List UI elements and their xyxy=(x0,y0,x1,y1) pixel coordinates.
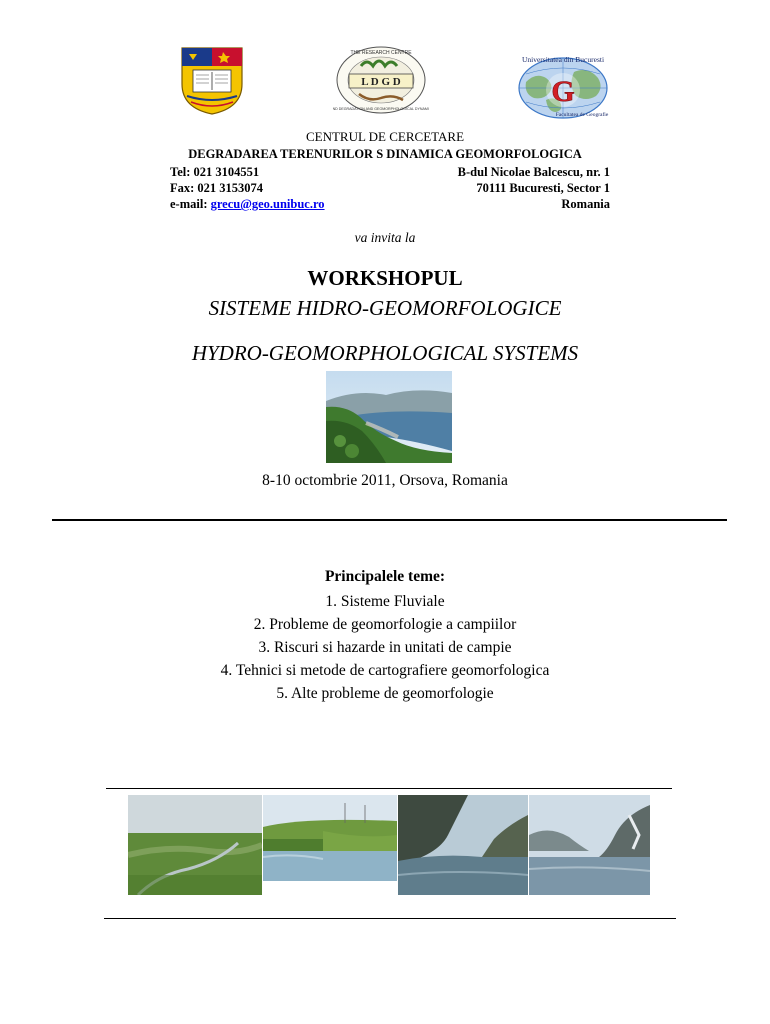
topic-item: 4. Tehnici si metode de cartografiere geomorfologica xyxy=(220,662,550,679)
address-line-1: B-dul Nicolae Balcescu, nr. 1 xyxy=(457,165,610,179)
date-place: 8-10 octombrie 2011, Orsova, Romania xyxy=(262,472,508,489)
research-center-name: DEGRADAREA TERENURILOR S DINAMICA GEOMORFOLOGICA xyxy=(188,147,582,161)
email-link[interactable]: grecu@geo.unibuc.ro xyxy=(210,197,325,211)
email-label: e-mail: xyxy=(170,197,208,211)
workshop-subtitle-en: HYDRO-GEOMORPHOLOGICAL SYSTEMS xyxy=(191,341,579,365)
topic-item: 5. Alte probleme de geomorfologie xyxy=(276,685,494,702)
invite-text: va invita la xyxy=(354,230,416,245)
phone-number: Tel: 021 3104551 xyxy=(170,165,260,179)
univ-logo-top-text: Universitatea din Bucuresti xyxy=(521,55,605,64)
ldgd-logo-text: L D G D xyxy=(361,76,401,88)
contact-row-1 xyxy=(170,164,610,180)
university-crest-logo xyxy=(179,44,245,116)
contact-row-3 xyxy=(170,196,610,212)
divider-top xyxy=(52,519,727,521)
university-geography-logo xyxy=(516,52,610,120)
ldgd-ring-top-text: THE RESEARCH CENTRE xyxy=(350,50,412,56)
workshop-subtitle-ro: SISTEME HIDRO-GEOMORFOLOGICE xyxy=(208,296,562,320)
topic-item: 2. Probleme de geomorfologie a campiilor xyxy=(253,616,517,633)
plain-river-photo xyxy=(128,795,262,895)
divider-photos-top xyxy=(106,788,672,789)
ldgd-ring-bottom-text: LAND DEGRADATION AND GEOMORPHOLOGICAL DYNAMICS xyxy=(333,107,429,111)
contact-row-2 xyxy=(170,180,610,196)
topic-item: 3. Riscuri si hazarde in unitati de campie xyxy=(258,639,512,656)
univ-logo-bottom-text: Facultatea de Geografie xyxy=(555,112,609,118)
workshop-title: WORKSHOPUL xyxy=(307,266,463,290)
address-line-2: 70111 Bucuresti, Sector 1 xyxy=(476,181,610,195)
topic-item: 1. Sisteme Fluviale xyxy=(325,593,445,610)
ldgd-research-centre-logo xyxy=(333,44,429,116)
topics-heading: Principalele teme: xyxy=(324,568,446,585)
topics-list xyxy=(0,590,770,705)
orsova-photo xyxy=(326,371,452,463)
univ-logo-letter: G xyxy=(551,75,575,108)
fax-number: Fax: 021 3153074 xyxy=(170,181,264,195)
divider-photos-bottom xyxy=(104,918,676,919)
lake-shore-photo xyxy=(263,795,397,881)
address-line-3: Romania xyxy=(561,197,610,211)
danube-gorge-photo xyxy=(398,795,528,895)
research-center-label: CENTRUL DE CERCETARE xyxy=(305,129,465,144)
river-cliffs-photo xyxy=(529,795,650,895)
